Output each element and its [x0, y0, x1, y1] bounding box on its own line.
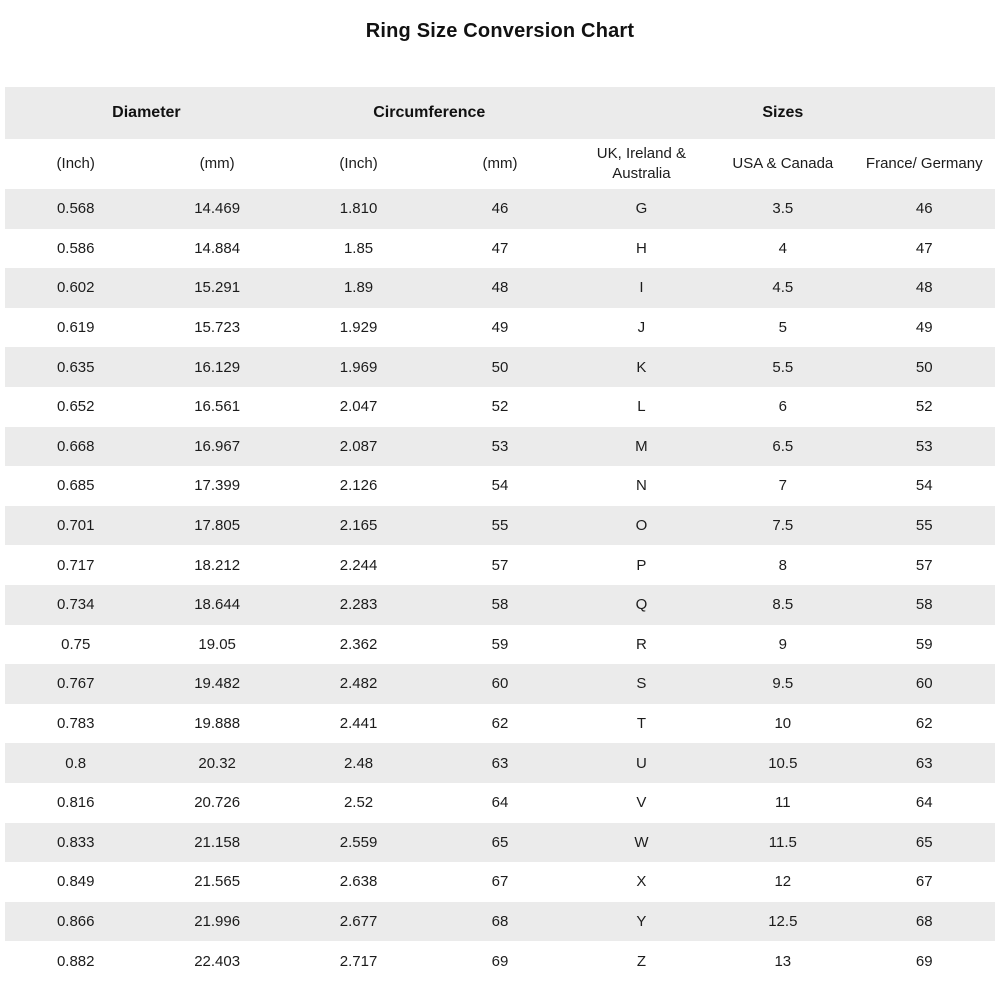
table-cell: T — [636, 715, 646, 733]
table-cell: 54 — [491, 477, 509, 495]
table-cell: 0.685 — [56, 477, 95, 495]
table-cell: 57 — [491, 556, 509, 574]
table-cell: 10 — [774, 715, 792, 733]
column-header: France/ Germany — [854, 139, 995, 189]
table-cell: 2.638 — [339, 873, 378, 891]
table-cell: 12 — [774, 873, 792, 891]
table-cell: 7.5 — [772, 517, 794, 535]
table-cell: 18.212 — [194, 556, 241, 574]
table-cell: 0.816 — [56, 794, 95, 812]
column-header: (Inch) — [288, 139, 429, 189]
table-cell: 16.967 — [194, 437, 241, 455]
table-cell: 17.399 — [194, 477, 241, 495]
table-cell: 2.52 — [343, 794, 374, 812]
table-cell: 19.05 — [198, 635, 236, 653]
table-cell: 19.482 — [194, 675, 241, 693]
table-cell: 20.32 — [198, 754, 236, 772]
table-cell: 55 — [491, 517, 509, 535]
table-cell: 17.805 — [194, 517, 241, 535]
table-cell: 46 — [915, 200, 933, 218]
group-header-diameter: Diameter — [5, 87, 288, 139]
column-header: USA & Canada — [712, 139, 853, 189]
table-cell: 19.888 — [194, 715, 241, 733]
table-row — [5, 387, 995, 427]
table-cell: 12.5 — [768, 912, 798, 930]
table-cell: 13 — [774, 952, 792, 970]
table-cell: 0.849 — [56, 873, 95, 891]
table-cell: Y — [636, 912, 647, 930]
table-cell: 54 — [915, 477, 933, 495]
table-cell: 59 — [491, 635, 509, 653]
table-row — [5, 506, 995, 546]
table-row — [5, 941, 995, 981]
table-cell: 0.866 — [56, 912, 95, 930]
table-row — [5, 427, 995, 467]
table-row — [5, 229, 995, 269]
table-cell: 0.75 — [61, 635, 91, 653]
table-cell: 1.969 — [339, 358, 378, 376]
table-cell: 0.619 — [56, 319, 95, 337]
group-header-circumference: Circumference — [288, 87, 571, 139]
table-cell: 1.810 — [339, 200, 378, 218]
table-cell: N — [635, 477, 647, 495]
table-cell: 2.362 — [339, 635, 378, 653]
table-row — [5, 268, 995, 308]
table-row — [5, 308, 995, 348]
table-row — [5, 625, 995, 665]
table-cell: 2.717 — [339, 952, 378, 970]
table-row — [5, 902, 995, 942]
table-cell: Z — [636, 952, 646, 970]
table-cell: 0.568 — [56, 200, 95, 218]
table-cell: 0.882 — [56, 952, 95, 970]
table-cell: 11.5 — [768, 833, 797, 851]
table-cell: 0.668 — [56, 437, 95, 455]
table-cell: 0.833 — [56, 833, 95, 851]
table-cell: 53 — [491, 437, 509, 455]
table-cell: Q — [635, 596, 648, 614]
table-row — [5, 823, 995, 863]
table-row — [5, 585, 995, 625]
table-cell: 67 — [915, 873, 933, 891]
table-row — [5, 862, 995, 902]
table-cell: 2.165 — [339, 517, 378, 535]
table-cell: 48 — [915, 279, 933, 297]
table-cell: 0.586 — [56, 239, 95, 257]
table-cell: 15.723 — [194, 319, 241, 337]
table-cell: W — [634, 833, 649, 851]
table-cell: 69 — [491, 952, 509, 970]
table-header — [5, 87, 995, 189]
table-cell: 9.5 — [772, 675, 794, 693]
column-header: (Inch) — [5, 139, 146, 189]
table-row — [5, 545, 995, 585]
table-cell: 2.087 — [339, 437, 378, 455]
table-cell: 7 — [778, 477, 787, 495]
table-cell: 2.482 — [339, 675, 378, 693]
table-cell: 5 — [778, 319, 787, 337]
table-cell: 5.5 — [772, 358, 794, 376]
ring-size-conversion-table — [5, 87, 995, 981]
table-cell: 6 — [778, 398, 787, 416]
table-cell: 0.602 — [56, 279, 95, 297]
table-cell: 2.244 — [339, 556, 378, 574]
table-row — [5, 189, 995, 229]
table-cell: 0.8 — [65, 754, 87, 772]
group-header-row — [5, 87, 995, 139]
table-cell: 9 — [778, 635, 787, 653]
table-cell: 63 — [915, 754, 933, 772]
table-cell: 62 — [915, 715, 933, 733]
table-cell: 2.441 — [339, 715, 378, 733]
table-row — [5, 783, 995, 823]
table-cell: 64 — [915, 794, 933, 812]
table-cell: P — [636, 556, 647, 574]
table-cell: 2.047 — [339, 398, 378, 416]
table-cell: 64 — [491, 794, 509, 812]
table-cell: 15.291 — [194, 279, 241, 297]
table-cell: 1.89 — [343, 279, 374, 297]
table-cell: 2.677 — [339, 912, 378, 930]
table-cell: 2.559 — [339, 833, 378, 851]
table-cell: I — [639, 279, 644, 297]
table-cell: 52 — [915, 398, 933, 416]
table-cell: 21.158 — [194, 833, 241, 851]
table-cell: 60 — [915, 675, 933, 693]
page-title: Ring Size Conversion Chart — [365, 20, 635, 42]
table-cell: 65 — [915, 833, 933, 851]
table-cell: 69 — [915, 952, 933, 970]
table-cell: O — [635, 517, 648, 535]
column-header: UK, Ireland & Australia — [571, 139, 712, 189]
table-cell: L — [637, 398, 646, 416]
table-cell: 0.783 — [56, 715, 95, 733]
table-cell: 55 — [915, 517, 933, 535]
table-cell: 49 — [915, 319, 933, 337]
table-cell: 14.884 — [194, 239, 241, 257]
table-cell: K — [636, 358, 647, 376]
table-cell: 2.48 — [343, 754, 374, 772]
table-cell: 3.5 — [772, 200, 794, 218]
table-cell: 11 — [775, 794, 791, 812]
table-cell: R — [635, 635, 647, 653]
table-cell: 57 — [915, 556, 933, 574]
table-cell: 0.635 — [56, 358, 95, 376]
table-cell: 53 — [915, 437, 933, 455]
table-cell: 68 — [491, 912, 509, 930]
table-cell: 4.5 — [772, 279, 794, 297]
table-cell: H — [635, 239, 647, 257]
table-cell: 48 — [491, 279, 509, 297]
table-cell: M — [635, 437, 648, 455]
table-cell: 0.701 — [56, 517, 95, 535]
table-cell: 21.565 — [194, 873, 241, 891]
table-cell: 50 — [915, 358, 933, 376]
table-cell: 58 — [491, 596, 509, 614]
table-cell: 68 — [915, 912, 933, 930]
table-body — [5, 189, 995, 981]
table-cell: 22.403 — [194, 952, 241, 970]
table-cell: 1.929 — [339, 319, 378, 337]
table-cell: 16.561 — [194, 398, 241, 416]
table-cell: S — [636, 675, 647, 693]
table-cell: 50 — [491, 358, 509, 376]
table-row — [5, 743, 995, 783]
table-cell: 0.734 — [56, 596, 95, 614]
table-cell: 4 — [778, 239, 787, 257]
table-cell: V — [636, 794, 647, 812]
table-cell: 47 — [491, 239, 509, 257]
table-cell: X — [636, 873, 647, 891]
table-cell: 59 — [915, 635, 933, 653]
column-header: (mm) — [146, 139, 287, 189]
table-cell: 47 — [915, 239, 933, 257]
table-cell: 62 — [491, 715, 509, 733]
table-row — [5, 347, 995, 387]
table-row — [5, 466, 995, 506]
table-cell: 8.5 — [772, 596, 794, 614]
column-header: (mm) — [429, 139, 570, 189]
table-cell: 67 — [491, 873, 509, 891]
table-cell: 10.5 — [768, 754, 798, 772]
table-cell: 2.283 — [339, 596, 378, 614]
table-cell: 58 — [915, 596, 933, 614]
table-cell: U — [635, 754, 647, 772]
table-cell: 14.469 — [194, 200, 241, 218]
table-cell: 1.85 — [343, 239, 374, 257]
table-cell: 0.652 — [56, 398, 95, 416]
table-cell: 8 — [778, 556, 787, 574]
table-cell: 16.129 — [194, 358, 241, 376]
table-row — [5, 664, 995, 704]
group-header-sizes: Sizes — [571, 87, 995, 139]
table-cell: 18.644 — [194, 596, 241, 614]
table-cell: G — [635, 200, 648, 218]
sub-header-row — [5, 139, 995, 189]
table-cell: 65 — [491, 833, 509, 851]
table-cell: 49 — [491, 319, 509, 337]
table-cell: 0.717 — [56, 556, 95, 574]
table-cell: 6.5 — [772, 437, 794, 455]
table-cell: 52 — [491, 398, 509, 416]
table-cell: 0.767 — [56, 675, 95, 693]
table-cell: 63 — [491, 754, 509, 772]
table-cell: 46 — [491, 200, 509, 218]
table-cell: 21.996 — [194, 912, 241, 930]
table-cell: 2.126 — [339, 477, 378, 495]
table-cell: J — [637, 319, 646, 337]
table-cell: 60 — [491, 675, 509, 693]
table-row — [5, 704, 995, 744]
table-cell: 20.726 — [194, 794, 241, 812]
